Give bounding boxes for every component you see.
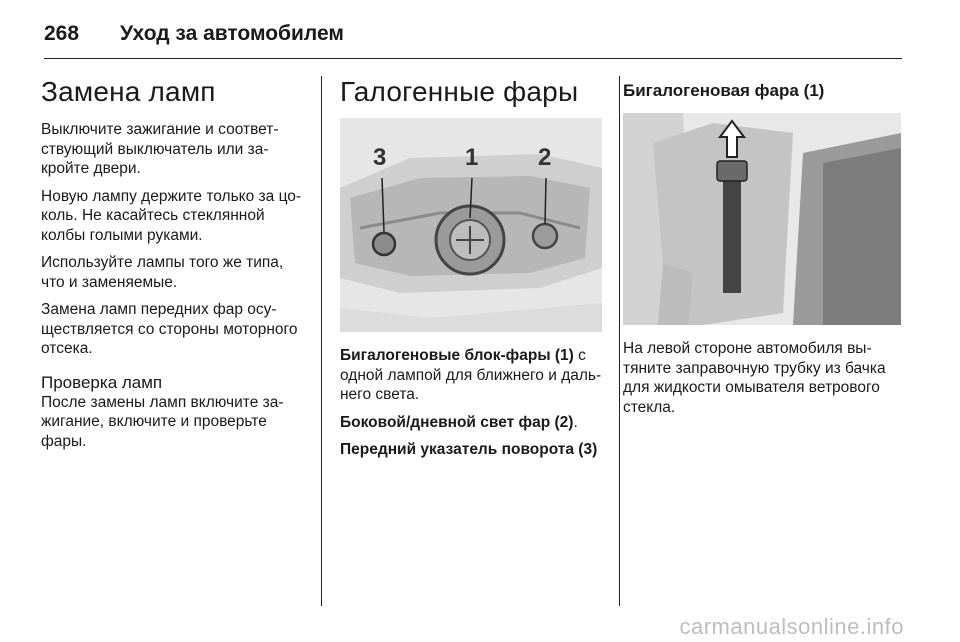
column-divider (321, 76, 322, 606)
watermark-text: carmanualsonline.info (679, 614, 904, 639)
bold-term: Бигалогеновые блок-фары (1) (340, 347, 574, 364)
paragraph: После замены ламп включите зажигание, включите и проверьте фары. (41, 393, 284, 450)
subsection-heading: Проверка ламп (41, 372, 163, 392)
paragraph: Используйте лампы того же типа, что и заменяемые. (41, 254, 284, 291)
section-heading: Бигалогеновая фара (1) (623, 81, 825, 100)
column-middle (340, 76, 602, 468)
paragraph-text: с одной лампой для ближнего и дальнего света. (340, 347, 602, 403)
paragraph (340, 346, 602, 405)
running-title: Уход за автомобилем (120, 22, 344, 45)
paragraph: Новую лампу держите только за цоколь. Не касайтесь стеклянной колбы голыми руками. (41, 187, 302, 244)
callout-label: 1 (465, 144, 479, 171)
column-right (623, 76, 901, 425)
filler-tube-illustration (623, 113, 901, 325)
bold-term: Передний указатель поворота (3) (340, 441, 598, 458)
paragraph (340, 440, 602, 460)
page-number: 268 (44, 22, 80, 45)
bold-term: Боковой/дневной свет фар (2) (340, 413, 574, 431)
column-left (41, 76, 303, 459)
paragraph (340, 413, 602, 433)
paragraph: На левой стороне автомобиля вытяните заправочную трубку из бачка для жидкости омывателя ветрового стекла. (623, 340, 886, 416)
section-heading: Замена ламп (41, 76, 216, 107)
paragraph-text: . (573, 413, 578, 431)
filler-tube-figure (623, 113, 901, 325)
callout-label: 3 (373, 144, 387, 171)
paragraph: Выключите зажигание и соответствующий выключатель или закройте двери. (41, 121, 279, 177)
headlamp-figure (340, 118, 602, 332)
header-rule (44, 58, 902, 59)
paragraph: Замена ламп передних фар осуществляется со стороны моторного отсека. (41, 301, 298, 357)
column-divider (619, 76, 620, 606)
callout-label: 2 (538, 144, 552, 171)
section-heading: Галогенные фары (340, 76, 579, 107)
page-header (44, 16, 904, 56)
